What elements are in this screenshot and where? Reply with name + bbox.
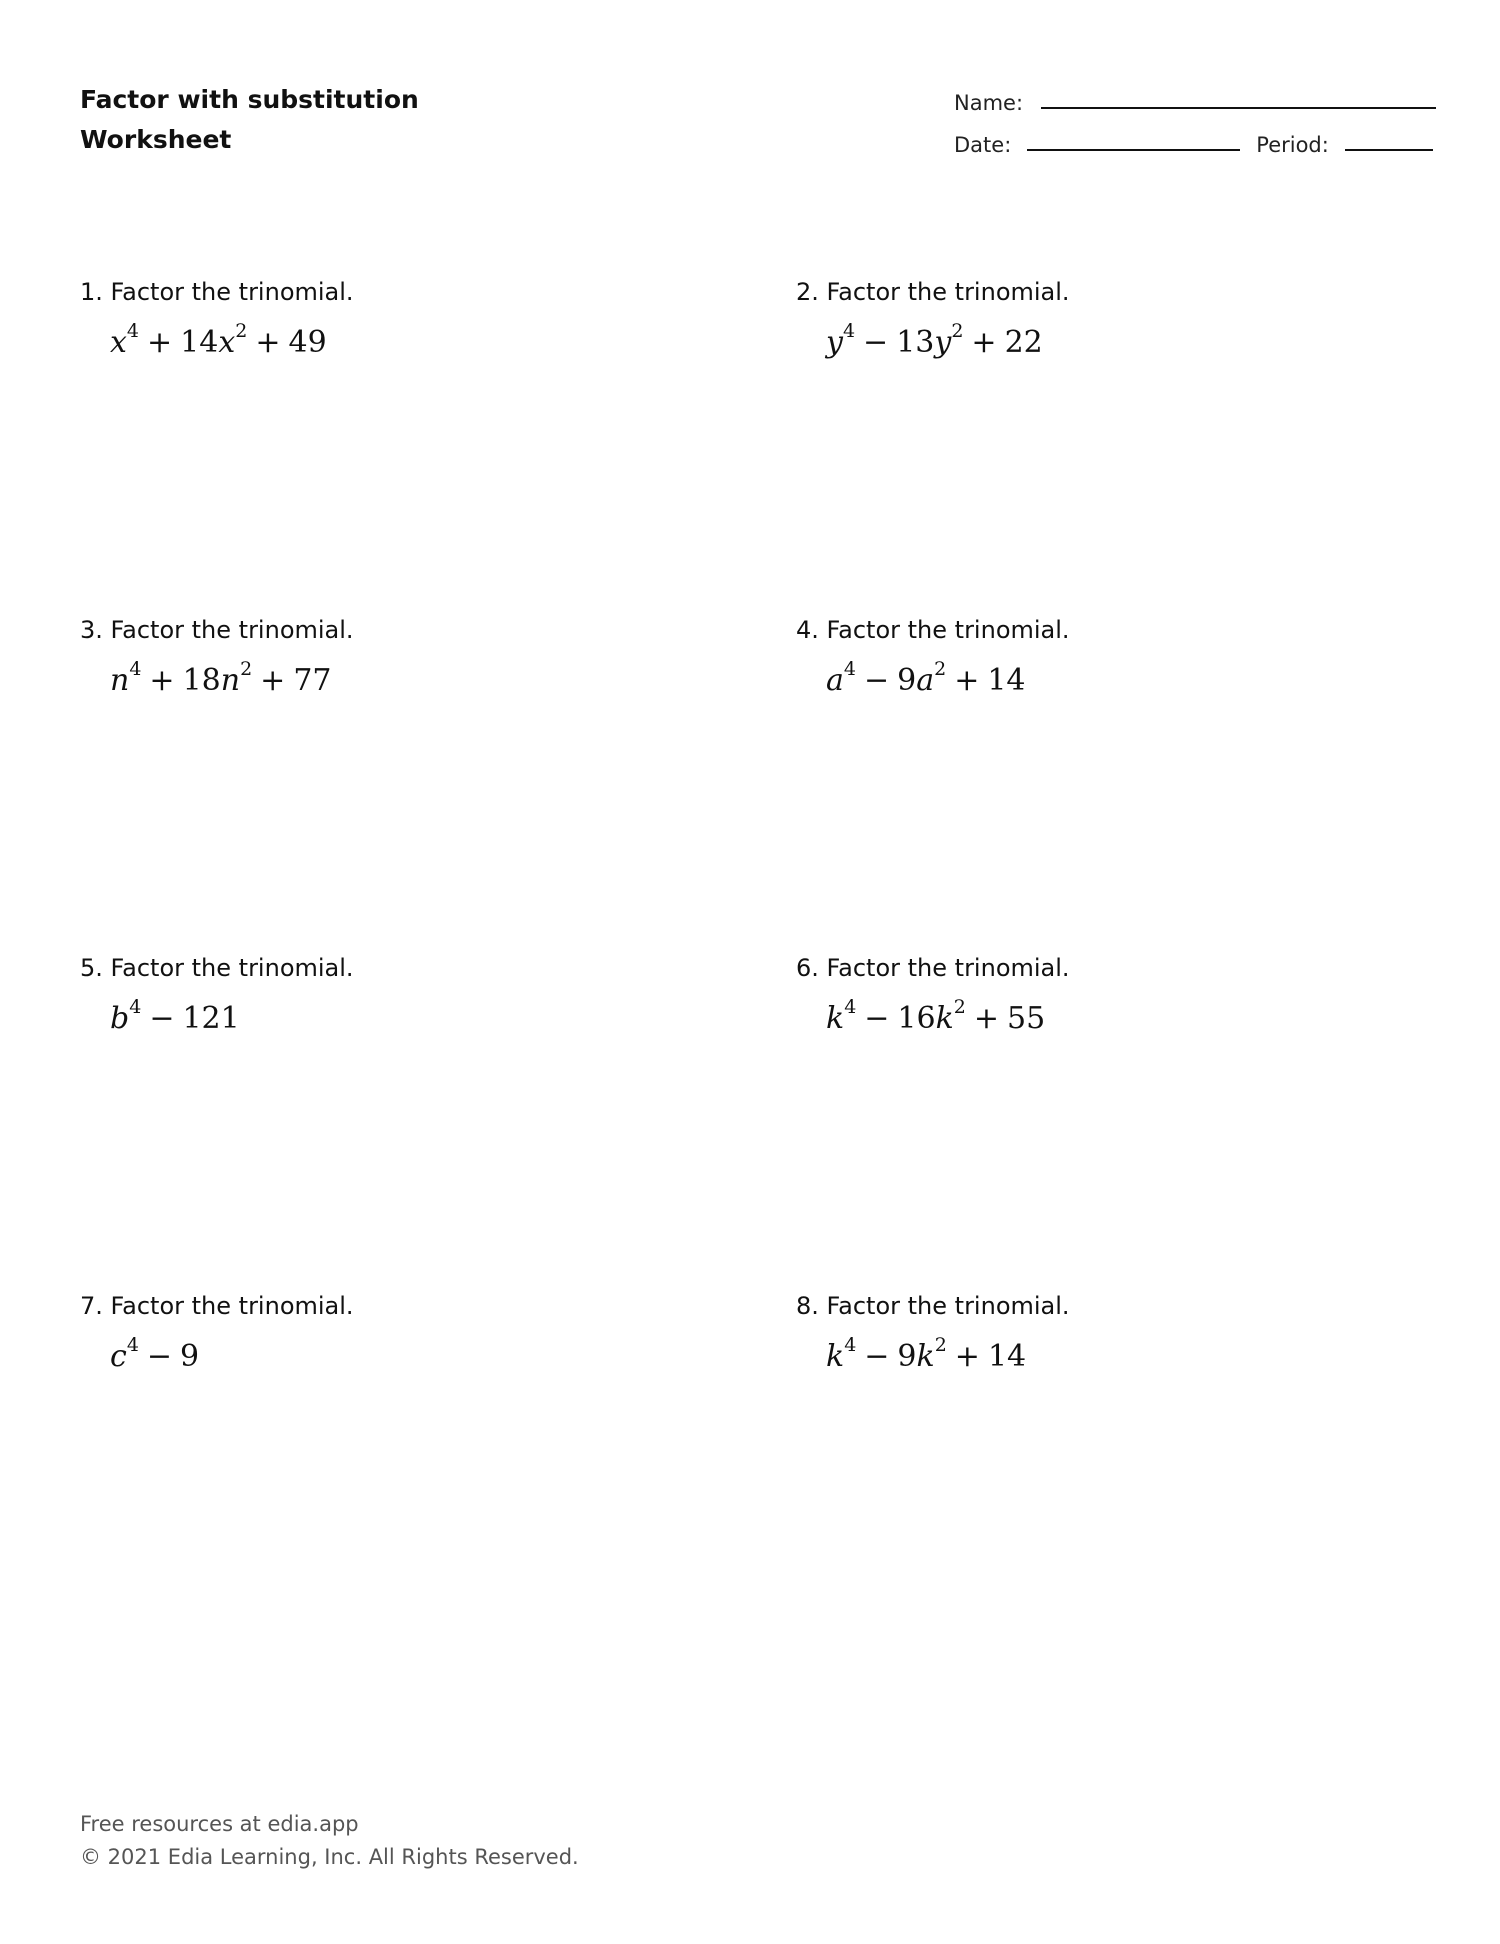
expr-variable: x xyxy=(218,325,236,360)
problem-expression xyxy=(110,1334,640,1374)
expr-operator: + xyxy=(260,663,286,698)
expr-operator: + xyxy=(954,1339,980,1374)
expr-exponent: 2 xyxy=(934,658,947,680)
expr-coefficient: 9 xyxy=(897,1339,917,1374)
problem-prompt xyxy=(796,1292,1356,1320)
problem-7 xyxy=(80,1292,640,1374)
problem-prompt xyxy=(796,954,1356,982)
expr-exponent: 2 xyxy=(235,320,248,342)
expr-variable: n xyxy=(220,663,241,698)
expr-coefficient: 13 xyxy=(896,325,935,360)
name-field xyxy=(954,91,1436,115)
expr-exponent: 2 xyxy=(951,320,964,342)
expr-variable: k xyxy=(826,1001,845,1036)
problem-3 xyxy=(80,616,640,698)
expr-operator: − xyxy=(863,325,889,360)
problem-number: 2. xyxy=(796,278,819,306)
problem-instruction: Factor the trinomial. xyxy=(110,616,354,644)
problem-instruction: Factor the trinomial. xyxy=(110,954,354,982)
expr-variable: k xyxy=(826,1339,845,1374)
expr-variable: b xyxy=(110,1001,130,1036)
expr-exponent: 4 xyxy=(129,658,142,680)
expr-operator: + xyxy=(954,663,980,698)
expr-variable: a xyxy=(916,663,935,698)
expr-variable: x xyxy=(110,325,127,360)
expr-variable: y xyxy=(826,325,843,360)
expr-operator: − xyxy=(864,1001,890,1036)
expr-constant: 55 xyxy=(1007,1001,1046,1036)
problem-number: 7. xyxy=(80,1292,103,1320)
expr-operator: + xyxy=(973,1001,1000,1036)
problem-instruction: Factor the trinomial. xyxy=(826,616,1070,644)
name-label: Name: xyxy=(954,91,1024,115)
footer-copyright-text: © 2021 Edia Learning, Inc. All Rights Reserved. xyxy=(80,1845,579,1869)
problem-8 xyxy=(796,1292,1356,1374)
expr-exponent: 4 xyxy=(844,1334,857,1356)
problem-instruction: Factor the trinomial. xyxy=(826,1292,1070,1320)
expr-operator: − xyxy=(864,1339,890,1374)
problem-5 xyxy=(80,954,640,1036)
expr-exponent: 2 xyxy=(953,996,966,1018)
expr-operator: + xyxy=(149,663,175,698)
period-blank-line[interactable] xyxy=(1345,149,1433,151)
problem-prompt xyxy=(80,1292,640,1320)
problem-number: 4. xyxy=(796,616,819,644)
problem-instruction: Factor the trinomial. xyxy=(826,954,1070,982)
expr-variable: a xyxy=(826,663,844,698)
expr-operator: − xyxy=(149,1001,175,1036)
problem-expression xyxy=(826,658,1356,698)
problem-expression xyxy=(110,320,640,360)
expr-exponent: 4 xyxy=(844,996,857,1018)
problem-2 xyxy=(796,278,1356,360)
problem-expression xyxy=(110,658,640,698)
expr-constant: 121 xyxy=(182,1001,240,1036)
problem-6 xyxy=(796,954,1356,1036)
problem-4 xyxy=(796,616,1356,698)
expr-variable: n xyxy=(110,663,130,698)
date-period-field xyxy=(954,133,1433,157)
problem-prompt xyxy=(796,278,1356,306)
expr-constant: 77 xyxy=(293,663,332,698)
expr-constant: 49 xyxy=(288,325,327,360)
page-footer xyxy=(80,1808,579,1874)
problem-expression xyxy=(826,320,1356,360)
expr-coefficient: 14 xyxy=(180,325,219,360)
expr-coefficient: 16 xyxy=(897,1001,936,1036)
problem-instruction: Factor the trinomial. xyxy=(826,278,1070,306)
expr-variable: k xyxy=(916,1339,935,1374)
expr-constant: 22 xyxy=(1004,325,1043,360)
problem-1 xyxy=(80,278,640,360)
title-line-1: Factor with substitution xyxy=(80,85,419,114)
expr-exponent: 4 xyxy=(842,320,856,342)
expr-operator: + xyxy=(971,325,997,360)
problem-expression xyxy=(826,1334,1356,1374)
expr-exponent: 4 xyxy=(126,1334,139,1356)
problem-prompt xyxy=(796,616,1356,644)
expr-operator: − xyxy=(863,663,890,698)
name-blank-line[interactable] xyxy=(1041,107,1436,109)
expr-variable: y xyxy=(934,325,952,360)
expr-constant: 14 xyxy=(987,663,1026,698)
date-blank-line[interactable] xyxy=(1027,149,1240,151)
problem-prompt xyxy=(80,616,640,644)
problem-number: 6. xyxy=(796,954,819,982)
period-label: Period: xyxy=(1256,133,1329,157)
expr-coefficient: 18 xyxy=(182,663,221,698)
expr-constant: 14 xyxy=(987,1339,1027,1374)
expr-exponent: 4 xyxy=(129,996,142,1018)
expr-coefficient: 9 xyxy=(897,663,917,698)
expr-variable: k xyxy=(935,1001,954,1036)
problem-expression xyxy=(110,996,640,1036)
worksheet-title xyxy=(80,80,419,160)
expr-operator: + xyxy=(255,325,281,360)
expr-constant: 9 xyxy=(180,1339,200,1374)
expr-exponent: 2 xyxy=(934,1334,947,1356)
title-line-2: Worksheet xyxy=(80,125,232,154)
expr-variable: c xyxy=(110,1339,127,1374)
problem-number: 1. xyxy=(80,278,103,306)
problem-prompt xyxy=(80,278,640,306)
problem-number: 3. xyxy=(80,616,103,644)
expr-operator: − xyxy=(146,1339,173,1374)
expr-exponent: 4 xyxy=(843,658,856,680)
expr-exponent: 2 xyxy=(240,658,253,680)
problem-prompt xyxy=(80,954,640,982)
date-label: Date: xyxy=(954,133,1012,157)
expr-operator: + xyxy=(147,325,173,360)
expr-exponent: 4 xyxy=(126,320,140,342)
problem-instruction: Factor the trinomial. xyxy=(110,1292,354,1320)
footer-resources-text: Free resources at edia.app xyxy=(80,1812,359,1836)
problem-instruction: Factor the trinomial. xyxy=(110,278,354,306)
problem-expression xyxy=(826,996,1356,1036)
problem-number: 8. xyxy=(796,1292,819,1320)
problem-number: 5. xyxy=(80,954,103,982)
